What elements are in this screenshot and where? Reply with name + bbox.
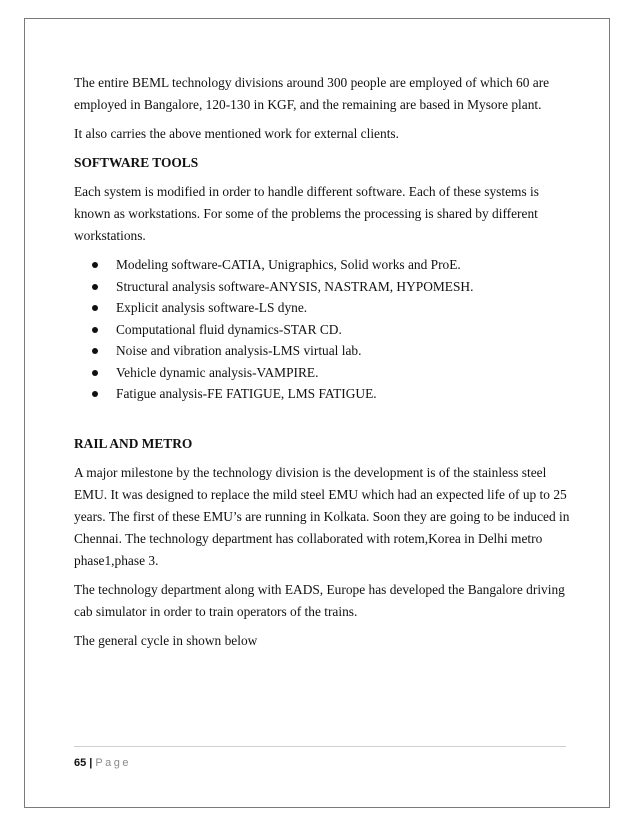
list-item [74, 362, 574, 384]
paragraph-external-clients: It also carries the above mentioned work for external clients. [74, 126, 399, 141]
list-item-text: Computational fluid dynamics-STAR CD. [116, 321, 342, 337]
heading-software-tools: SOFTWARE TOOLS [74, 155, 199, 170]
paragraph-workstations: Each system is modified in order to handle different software. Each of these systems is known as workstations. For some of the problems the processing is shared by different workstations. [74, 184, 539, 243]
software-tools-list [74, 254, 574, 405]
list-item [74, 254, 574, 276]
list-item-text: Fatigue analysis-FE FATIGUE, LMS FATIGUE. [116, 386, 377, 401]
page-label: Page [95, 757, 132, 769]
list-item-text: Explicit analysis software-LS dyne. [116, 300, 308, 315]
heading-rail-and-metro: RAIL AND METRO [74, 435, 193, 451]
bullet-icon [92, 370, 98, 376]
paragraph-employees: The entire BEML technology divisions around 300 people are employed of which 60 are employed in Bangalore, 120-130 in KGF, and the remaining are based in Mysore plant. [74, 75, 550, 112]
document-body [74, 72, 574, 659]
paragraph-cab-simulator: The technology department along with EADS, Europe has developed the Bangalore driving cab simulator in order to train operators of the trains. [74, 581, 565, 619]
list-item-text: Structural analysis software-ANYSIS, NASTRAM, HYPOMESH. [116, 278, 474, 294]
page-footer [74, 757, 131, 769]
list-item-text: Noise and vibration analysis-LMS virtual lab. [116, 343, 362, 358]
page-number: 65 [74, 757, 87, 769]
bullet-icon [92, 305, 98, 311]
paragraph-general-cycle: The general cycle in shown below [74, 632, 258, 648]
list-item [74, 297, 574, 319]
bullet-icon [92, 284, 98, 290]
list-item [74, 319, 574, 341]
paragraph-stainless-emu: A major milestone by the technology division is the development is of the stainless steel EMU. It was designed to replace the mild steel EMU which had an expected life of up to 25 years. The first of these EMU’s are running in Kolkata. Soon they are going to be induced in Chennai. The technology department has collaborated with rotem,Korea in Delhi metro phase1,phase 3. [74, 464, 570, 568]
list-item-text: Vehicle dynamic analysis-VAMPIRE. [116, 364, 319, 380]
bullet-icon [92, 327, 98, 333]
bullet-icon [92, 348, 98, 354]
list-item [74, 276, 574, 298]
bullet-icon [92, 391, 98, 397]
footer-divider [74, 746, 566, 747]
list-item [74, 383, 574, 405]
list-item [74, 340, 574, 362]
list-item-text: Modeling software-CATIA, Unigraphics, Solid works and ProE. [116, 257, 461, 272]
footer-separator: | [89, 757, 93, 769]
bullet-icon [92, 262, 98, 268]
